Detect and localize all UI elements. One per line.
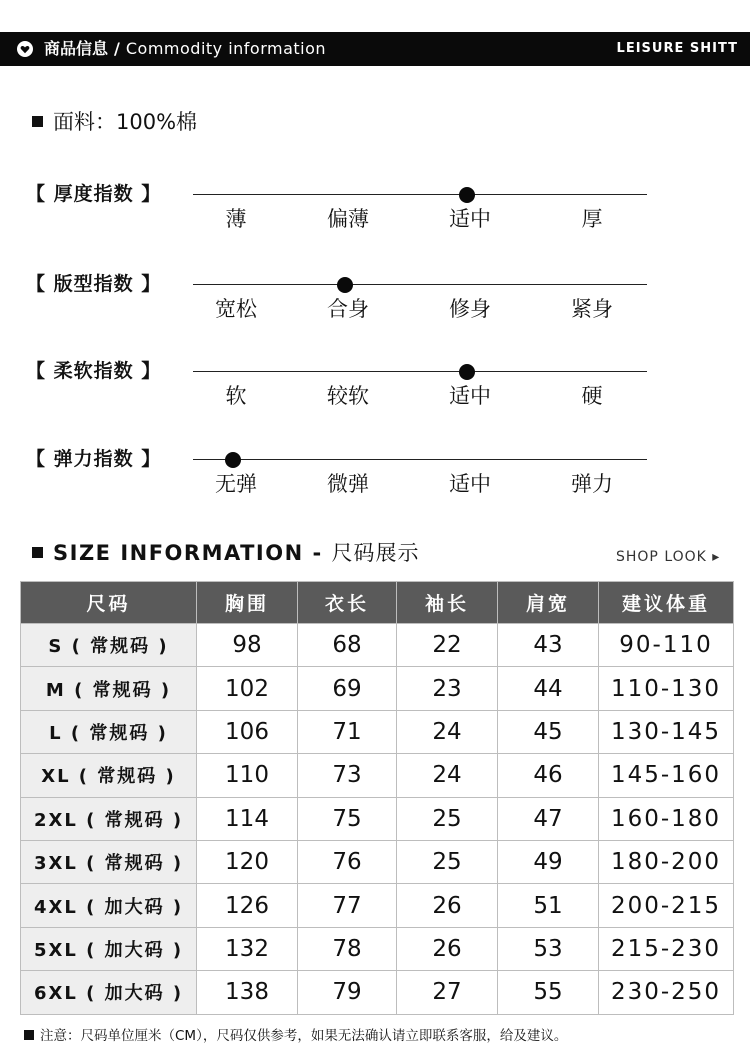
index-option: 偏薄 [327, 207, 369, 231]
size-value-cell: 110 [197, 754, 298, 797]
size-value-cell: 68 [298, 624, 397, 667]
shop-look-link[interactable]: SHOP LOOK ▸ [616, 549, 721, 565]
size-value-cell: 26 [397, 927, 498, 970]
header-right-label: LEISURE SHITT [616, 41, 738, 56]
size-name-cell: 5XL ( 加大码 ) [21, 927, 197, 970]
square-bullet-icon [32, 547, 43, 558]
size-value-cell: 79 [298, 971, 397, 1014]
size-value-cell: 102 [197, 667, 298, 710]
header-title [44, 38, 326, 60]
size-value-cell: 145-160 [599, 754, 734, 797]
table-row [21, 840, 734, 883]
size-value-cell: 25 [397, 840, 498, 883]
size-value-cell: 126 [197, 884, 298, 927]
size-name-cell: 4XL ( 加大码 ) [21, 884, 197, 927]
size-section-title [32, 538, 420, 568]
index-option: 弹力 [571, 472, 613, 496]
size-name-cell: S ( 常规码 ) [21, 624, 197, 667]
index-row [0, 358, 750, 428]
size-value-cell: 45 [498, 710, 599, 753]
index-label: 【 柔软指数 】 [26, 360, 162, 382]
table-row [21, 710, 734, 753]
size-table [20, 581, 734, 1015]
index-scale-line [193, 284, 647, 285]
size-value-cell: 180-200 [599, 840, 734, 883]
fabric-text: 面料：100%棉 [53, 110, 198, 134]
size-value-cell: 23 [397, 667, 498, 710]
table-row [21, 971, 734, 1014]
index-option: 适中 [449, 207, 491, 231]
index-option: 厚 [581, 207, 603, 231]
size-value-cell: 51 [498, 884, 599, 927]
size-value-cell: 200-215 [599, 884, 734, 927]
size-name-cell: 6XL ( 加大码 ) [21, 971, 197, 1014]
size-value-cell: 26 [397, 884, 498, 927]
size-value-cell: 24 [397, 754, 498, 797]
square-bullet-icon [24, 1030, 34, 1040]
index-marker-dot [337, 277, 353, 293]
header-bar [0, 32, 750, 66]
size-name-cell: L ( 常规码 ) [21, 710, 197, 753]
size-value-cell: 77 [298, 884, 397, 927]
index-marker-dot [225, 452, 241, 468]
table-row [21, 624, 734, 667]
size-title-dash: - [312, 541, 323, 565]
index-scale-line [193, 194, 647, 195]
size-value-cell: 230-250 [599, 971, 734, 1014]
size-value-cell: 160-180 [599, 797, 734, 840]
index-row [0, 446, 750, 516]
size-table-header-cell: 胸围 [197, 582, 298, 624]
size-table-header-cell: 尺码 [21, 582, 197, 624]
size-table-header-cell: 袖长 [397, 582, 498, 624]
index-label: 【 厚度指数 】 [26, 183, 162, 205]
index-option: 修身 [449, 297, 491, 321]
size-table-header [21, 582, 734, 624]
size-name-cell: 2XL ( 常规码 ) [21, 797, 197, 840]
size-name-cell: M ( 常规码 ) [21, 667, 197, 710]
size-value-cell: 215-230 [599, 927, 734, 970]
index-option: 合身 [327, 297, 369, 321]
size-value-cell: 27 [397, 971, 498, 1014]
index-option: 微弹 [327, 472, 369, 496]
index-scale-line [193, 371, 647, 372]
index-option: 软 [225, 384, 247, 408]
size-table-header-cell: 衣长 [298, 582, 397, 624]
header-title-en: Commodity information [125, 39, 327, 58]
size-value-cell: 46 [498, 754, 599, 797]
header-title-cn: 商品信息 [44, 39, 109, 58]
table-row [21, 884, 734, 927]
size-value-cell: 71 [298, 710, 397, 753]
index-label: 【 版型指数 】 [26, 273, 162, 295]
size-title-cn: 尺码展示 [331, 541, 420, 565]
size-value-cell: 22 [397, 624, 498, 667]
size-name-cell: 3XL ( 常规码 ) [21, 840, 197, 883]
note-text: 注意：尺码单位厘米（CM），尺码仅供参考，如果无法确认请立即联系客服，给及建议。 [40, 1028, 568, 1044]
size-value-cell: 73 [298, 754, 397, 797]
table-row [21, 754, 734, 797]
index-marker-dot [459, 187, 475, 203]
size-value-cell: 44 [498, 667, 599, 710]
size-value-cell: 110-130 [599, 667, 734, 710]
index-option: 无弹 [215, 472, 257, 496]
index-option: 宽松 [215, 297, 257, 321]
heart-icon [17, 41, 33, 57]
fabric-info [32, 108, 197, 136]
index-option: 适中 [449, 384, 491, 408]
index-option: 紧身 [571, 297, 613, 321]
size-value-cell: 106 [197, 710, 298, 753]
size-value-cell: 130-145 [599, 710, 734, 753]
index-option: 较软 [327, 384, 369, 408]
header-separator: / [114, 39, 120, 58]
size-table-body [21, 624, 734, 1015]
size-value-cell: 49 [498, 840, 599, 883]
size-table-header-cell: 肩宽 [498, 582, 599, 624]
size-value-cell: 75 [298, 797, 397, 840]
size-value-cell: 43 [498, 624, 599, 667]
square-bullet-icon [32, 116, 43, 127]
size-note [24, 1026, 567, 1046]
size-value-cell: 98 [197, 624, 298, 667]
index-scale-line [193, 459, 647, 460]
size-value-cell: 76 [298, 840, 397, 883]
size-value-cell: 69 [298, 667, 397, 710]
size-value-cell: 132 [197, 927, 298, 970]
size-value-cell: 53 [498, 927, 599, 970]
table-row [21, 927, 734, 970]
index-marker-dot [459, 364, 475, 380]
size-value-cell: 114 [197, 797, 298, 840]
size-value-cell: 24 [397, 710, 498, 753]
size-value-cell: 138 [197, 971, 298, 1014]
size-table-header-cell: 建议体重 [599, 582, 734, 624]
index-row [0, 181, 750, 251]
index-row [0, 271, 750, 341]
size-value-cell: 25 [397, 797, 498, 840]
size-value-cell: 55 [498, 971, 599, 1014]
size-title-en: SIZE INFORMATION [53, 541, 304, 565]
index-label: 【 弹力指数 】 [26, 448, 162, 470]
size-value-cell: 47 [498, 797, 599, 840]
size-value-cell: 78 [298, 927, 397, 970]
size-value-cell: 90-110 [599, 624, 734, 667]
table-row [21, 797, 734, 840]
index-option: 适中 [449, 472, 491, 496]
size-value-cell: 120 [197, 840, 298, 883]
index-option: 硬 [581, 384, 603, 408]
index-option: 薄 [225, 207, 247, 231]
size-name-cell: XL ( 常规码 ) [21, 754, 197, 797]
table-row [21, 667, 734, 710]
